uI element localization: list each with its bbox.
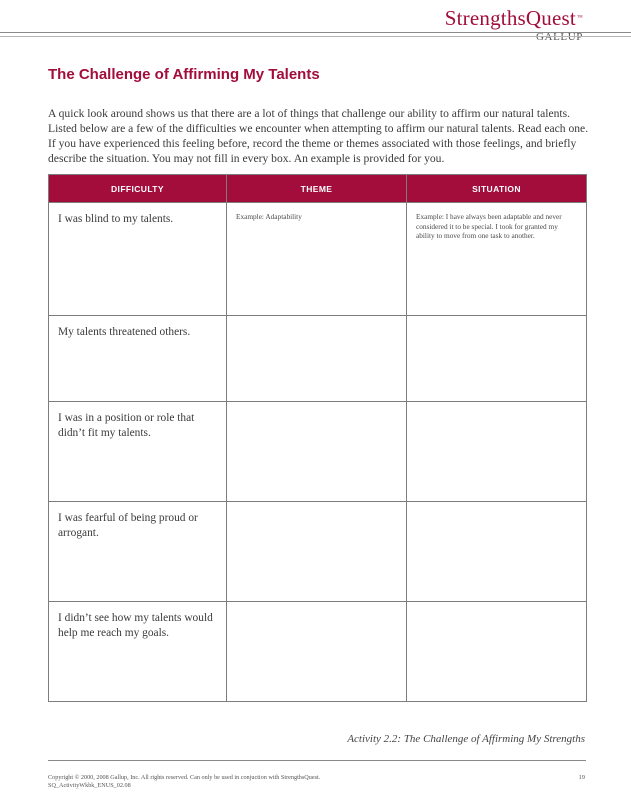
- footer-doc-id: SQ_ActivityWkbk_ENUS_02.08: [48, 782, 131, 789]
- theme-text: [227, 316, 406, 325]
- situation-cell[interactable]: [407, 602, 587, 702]
- table-row: [49, 316, 587, 402]
- situation-text: Example: I have always been adaptable and never considered it to be special. I took for granted my ability to move from one task to another.: [416, 212, 562, 240]
- situation-text: [407, 602, 586, 611]
- brand-company: GALLUP: [536, 31, 583, 43]
- intro-paragraph: A quick look around shows us that there are a lot of things that challenge our ability to affirm our natural talents. Listed below are a few of the difficulties we encounter when attempting to affirm our natural talents. Read each one. If you have experienced this feeling before, record the theme or themes associated with those feelings, and briefly describe the situation. You may not fill in every box. An example is provided for you.: [48, 107, 589, 165]
- difficulty-cell: [49, 203, 227, 316]
- difficulty-text: I was in a position or role that didn’t fit my talents.: [58, 412, 195, 439]
- difficulty-text: My talents threatened others.: [58, 326, 191, 338]
- theme-text: [227, 602, 406, 611]
- theme-cell[interactable]: [227, 502, 407, 602]
- difficulty-cell: [49, 316, 227, 402]
- difficulty-text: I didn’t see how my talents would help me reach my goals.: [58, 612, 213, 639]
- brand-name: StrengthsQuest: [444, 6, 576, 30]
- footer-copyright: Copyright © 2000, 2008 Gallup, Inc. All rights reserved. Can only be used in conjuction with StrengthsQuest.: [48, 774, 321, 781]
- situation-cell[interactable]: [407, 316, 587, 402]
- page-number: 19: [578, 774, 585, 781]
- theme-text: [227, 502, 406, 511]
- theme-cell[interactable]: [227, 602, 407, 702]
- situation-text: [407, 502, 586, 511]
- situation-cell[interactable]: [407, 502, 587, 602]
- table-row: [49, 602, 587, 702]
- situation-cell[interactable]: [407, 402, 587, 502]
- difficulty-cell: [49, 402, 227, 502]
- table-row: [49, 203, 587, 316]
- activity-caption: Activity 2.2: The Challenge of Affirming My Strengths: [347, 733, 585, 745]
- table-row: [49, 502, 587, 602]
- difficulty-cell: [49, 602, 227, 702]
- situation-text: [407, 402, 586, 411]
- header-rule: [0, 32, 631, 33]
- table-row: [49, 402, 587, 502]
- page-title: The Challenge of Affirming My Talents: [48, 66, 320, 83]
- footer: [48, 774, 586, 790]
- difficulty-cell: [49, 502, 227, 602]
- difficulty-text: I was blind to my talents.: [58, 213, 174, 225]
- activity-table: [48, 174, 587, 702]
- theme-cell[interactable]: [227, 203, 407, 316]
- theme-text: [227, 402, 406, 411]
- column-header-theme: THEME: [227, 175, 407, 203]
- column-header-situation: SITUATION: [407, 175, 587, 203]
- table-header-row: [49, 175, 587, 203]
- footer-rule: [48, 760, 586, 761]
- theme-text: Example: Adaptability: [236, 212, 302, 221]
- theme-cell[interactable]: [227, 402, 407, 502]
- situation-text: [407, 316, 586, 325]
- theme-cell[interactable]: [227, 316, 407, 402]
- difficulty-text: I was fearful of being proud or arrogant.: [58, 512, 198, 539]
- header-rule-secondary: [0, 36, 631, 37]
- situation-cell[interactable]: [407, 203, 587, 316]
- brand-logo: [445, 6, 583, 43]
- column-header-difficulty: DIFFICULTY: [49, 175, 227, 203]
- brand-trademark: ™: [576, 15, 583, 21]
